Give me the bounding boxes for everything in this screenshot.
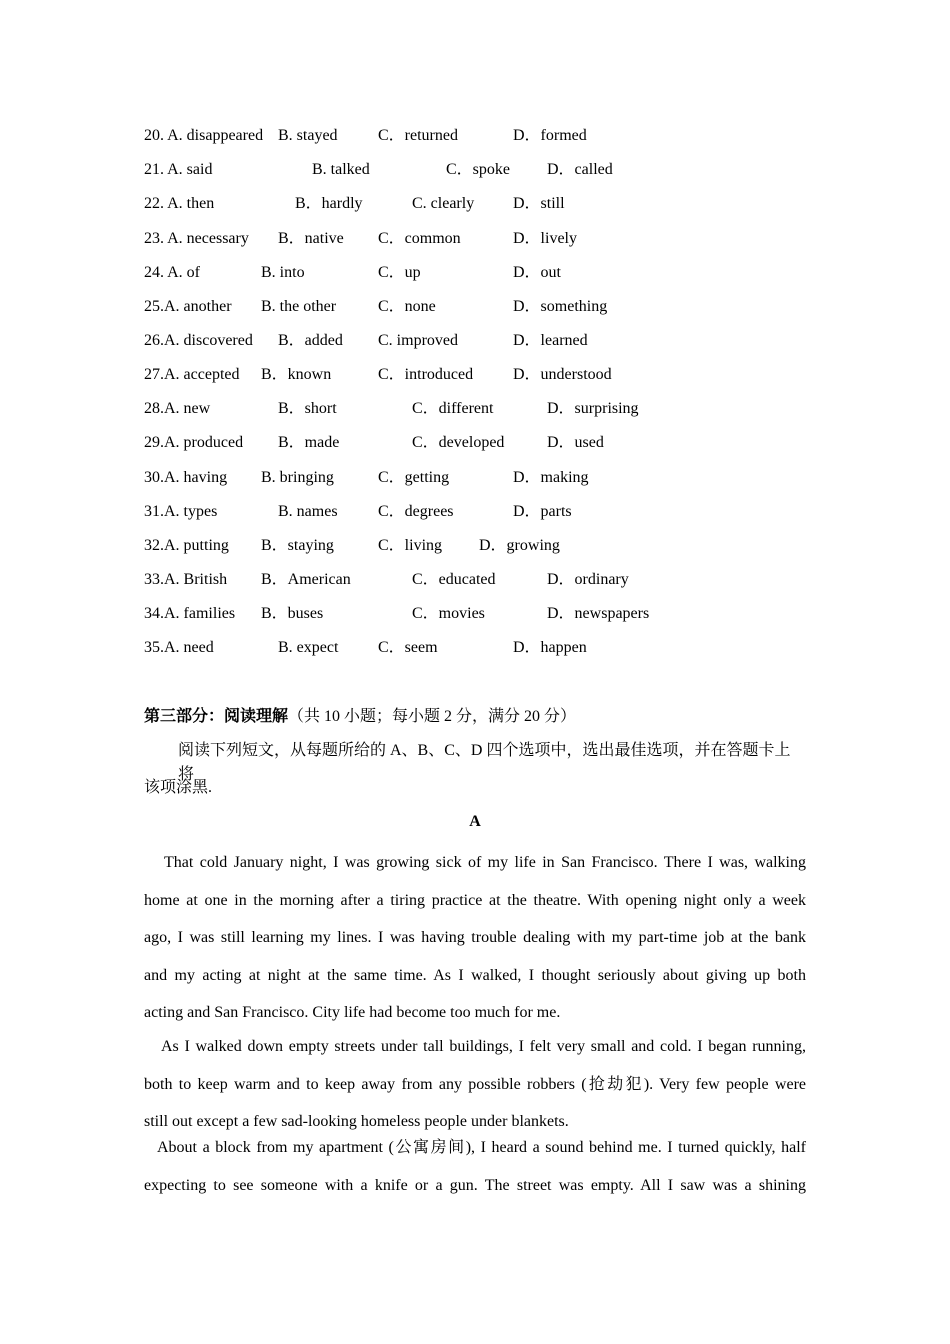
question-option-c: C．different <box>412 400 494 417</box>
question-option-c: C．movies <box>412 605 485 622</box>
passage-paragraph <box>144 1028 806 1141</box>
question-option-a: 21. A. said <box>144 161 213 178</box>
question-option-c: C．developed <box>412 434 505 451</box>
question-option-d: D．parts <box>513 503 572 520</box>
question-option-c: C．spoke <box>446 161 511 178</box>
question-option-a: 28.A. new <box>144 400 211 417</box>
passage-line: About a block from my apartment (公寓房间), I heard a sound behind me. I turned quickly, half <box>157 1139 806 1156</box>
question-option-c: C．degrees <box>378 503 454 520</box>
passage-paragraph <box>144 1129 806 1204</box>
question-option-a: 26.A. discovered <box>144 332 253 349</box>
question-option-d: D．formed <box>513 127 587 144</box>
question-option-c: C．returned <box>378 127 458 144</box>
question-option-d: D．making <box>513 469 589 486</box>
question-option-b: B．short <box>278 400 337 417</box>
passage-title: A <box>469 813 481 830</box>
question-option-c: C．living <box>378 537 443 554</box>
question-option-d: D．newspapers <box>547 605 650 622</box>
question-option-c: C．seem <box>378 639 438 656</box>
question-option-a: 33.A. British <box>144 571 228 588</box>
instruction-line-2: 该项涂黑. <box>144 779 213 796</box>
question-option-a: 34.A. families <box>144 605 236 622</box>
question-option-c: C．getting <box>378 469 450 486</box>
question-option-a: 20. A. disappeared <box>144 127 264 144</box>
instruction-line-1: 阅读下列短文，从每题所给的 A、B、C、D 四个选项中，选出最佳选项，并在答题卡上将 <box>178 742 791 783</box>
question-option-d: D．growing <box>479 537 560 554</box>
question-option-b: B. the other <box>261 298 337 315</box>
question-option-b: B．staying <box>261 537 334 554</box>
question-option-c: C. clearly <box>412 195 475 212</box>
question-option-d: D．out <box>513 264 562 281</box>
question-option-a: 25.A. another <box>144 298 232 315</box>
question-option-b: B. talked <box>312 161 370 178</box>
question-option-d: D．still <box>513 195 565 212</box>
question-option-d: D．surprising <box>547 400 639 417</box>
question-option-a: 32.A. putting <box>144 537 229 554</box>
question-option-b: B. stayed <box>278 127 338 144</box>
question-option-c: C．introduced <box>378 366 474 383</box>
question-option-b: B．buses <box>261 605 324 622</box>
passage-line: That cold January night, I was growing sick of my life in San Francisco. There I was, walking <box>164 854 806 871</box>
question-option-d: D．called <box>547 161 613 178</box>
question-option-a: 29.A. produced <box>144 434 244 451</box>
question-option-d: D．learned <box>513 332 588 349</box>
question-option-d: D．lively <box>513 230 577 247</box>
question-option-d: D．ordinary <box>547 571 629 588</box>
section-heading <box>144 705 576 729</box>
question-option-b: B．American <box>261 571 351 588</box>
question-option-a: 27.A. accepted <box>144 366 240 383</box>
question-option-c: C．educated <box>412 571 496 588</box>
question-option-a: 31.A. types <box>144 503 218 520</box>
question-option-b: B．native <box>278 230 344 247</box>
question-option-b: B．known <box>261 366 332 383</box>
question-option-d: D．understood <box>513 366 612 383</box>
passage-line: and my acting at night at the same time. As I walked, I thought seriously about giving up both <box>144 966 806 984</box>
passage-line: acting and San Francisco. City life had become too much for me. <box>144 1004 561 1021</box>
section-heading-note: （共 10 小题；每小题 2 分，满分 20 分） <box>288 708 577 725</box>
question-option-c: C．up <box>378 264 421 281</box>
question-option-a: 24. A. of <box>144 264 200 281</box>
question-option-d: D．used <box>547 434 604 451</box>
question-option-b: B．made <box>278 434 340 451</box>
question-option-b: B．hardly <box>295 195 363 212</box>
question-option-c: C．common <box>378 230 461 247</box>
question-option-b: B. names <box>278 503 338 520</box>
question-option-a: 35.A. need <box>144 639 214 656</box>
passage-line: ago, I was still learning my lines. I was having trouble dealing with my part-time job at the bank <box>144 929 806 946</box>
passage-paragraph <box>144 844 806 1032</box>
question-option-c: C．none <box>378 298 436 315</box>
passage-line: still out except a few sad-looking homeless people under blankets. <box>144 1113 569 1130</box>
question-option-a: 30.A. having <box>144 469 228 486</box>
question-option-a: 23. A. necessary <box>144 230 249 247</box>
section-heading-title: 第三部分：阅读理解 <box>144 708 289 725</box>
question-option-a: 22. A. then <box>144 195 215 212</box>
question-option-d: D．happen <box>513 639 587 656</box>
passage-line: both to keep warm and to keep away from any possible robbers (抢劫犯). Very few people were <box>144 1075 806 1093</box>
question-option-b: B．added <box>278 332 343 349</box>
passage-line: As I walked down empty streets under tall buildings, I felt very small and cold. I began running, <box>161 1038 806 1055</box>
question-option-c: C. improved <box>378 332 458 349</box>
passage-line: expecting to see someone with a knife or a gun. The street was empty. All I saw was a shining <box>144 1176 806 1194</box>
question-option-b: B. into <box>261 264 305 281</box>
question-option-b: B. bringing <box>261 469 334 486</box>
question-option-b: B. expect <box>278 639 339 656</box>
question-option-d: D．something <box>513 298 608 315</box>
passage-line: home at one in the morning after a tiring practice at the theatre. With opening night only a week <box>144 891 806 909</box>
